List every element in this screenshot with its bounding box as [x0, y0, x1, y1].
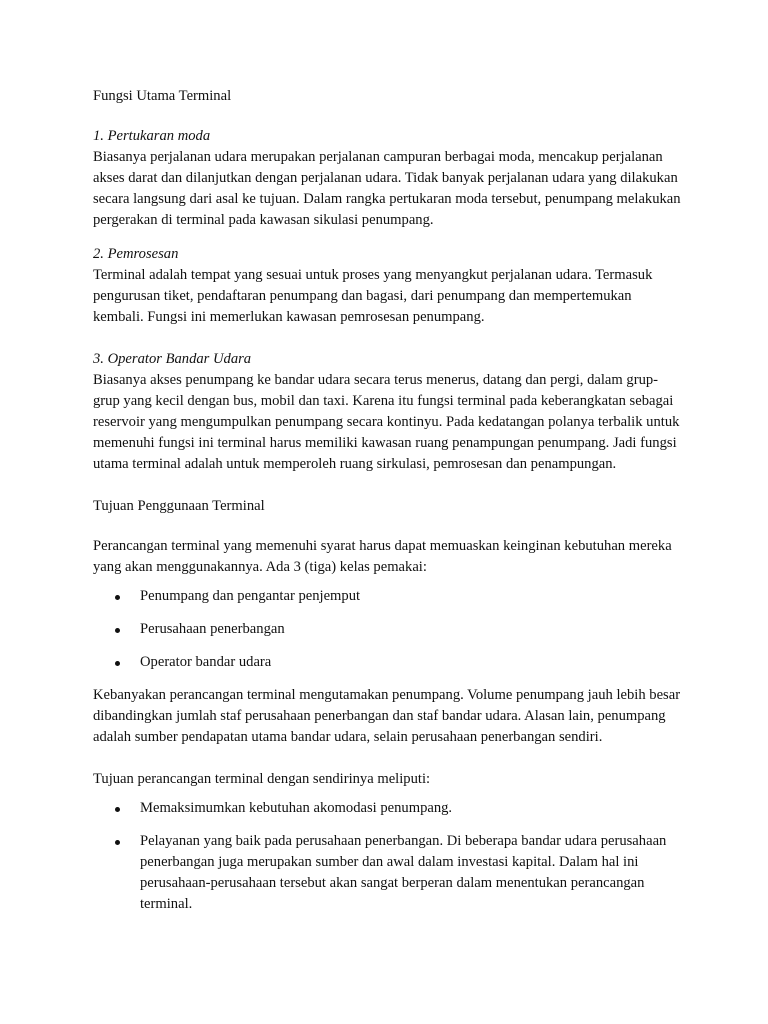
bullet-icon: [115, 595, 120, 600]
section-heading: 3. Operator Bandar Udara: [93, 351, 252, 367]
bullet-icon: [115, 661, 120, 666]
document-title: Fungsi Utama Terminal: [93, 88, 232, 104]
section-heading: 1. Pertukaran moda: [93, 128, 211, 144]
list-item: Operator bandar udara: [93, 652, 683, 673]
list-item: Perusahaan penerbangan: [93, 619, 683, 640]
section-pemrosesan: [93, 244, 683, 328]
section-operator-bandar-udara: [93, 349, 683, 475]
list-item: Pelayanan yang baik pada perusahaan penerbangan. Di beberapa bandar udara perusahaan penerbangan juga merupakan sumber dan awal dalam investasi kapital. Dalam hal ini perusahaan-perusahaan tersebut akan sangat berperan dalam menentukan perancangan terminal.: [93, 831, 683, 915]
section-pertukaran-moda: [93, 126, 683, 231]
section-text: Biasanya perjalanan udara merupakan perjalanan campuran berbagai moda, mencakup perjalanan akses darat dan dilanjutkan dengan perjalanan udara. Tidak banyak perjalanan udara yang dilakukan secara langsung dari asal ke tujuan. Dalam rangka pertukaran moda tersebut, penumpang melakukan pergerakan di terminal pada kawasan sikulasi penumpang.: [93, 149, 681, 228]
bullet-icon: [115, 807, 120, 812]
bullet-icon: [115, 628, 120, 633]
document-page: [93, 86, 683, 927]
user-class-list: [93, 586, 683, 673]
list-item: Penumpang dan pengantar penjemput: [93, 586, 683, 607]
goals-intro: Tujuan perancangan terminal dengan sendirinya meliputi:: [93, 771, 431, 787]
tujuan-title: Tujuan Penggunaan Terminal: [93, 498, 265, 514]
goals-list: [93, 798, 683, 915]
list-item: Memaksimumkan kebutuhan akomodasi penumpang.: [93, 798, 683, 819]
section-heading: 2. Pemrosesan: [93, 246, 179, 262]
bullet-icon: [115, 840, 120, 845]
kebanyakan-paragraph: Kebanyakan perancangan terminal mengutamakan penumpang. Volume penumpang jauh lebih besar dibandingkan jumlah staf perusahaan penerbangan dan staf bandar udara. Alasan lain, penumpang adalah sumber pendapatan utama bandar udara, selain perusahaan penerbangan sendiri.: [93, 687, 681, 745]
section-text: Terminal adalah tempat yang sesuai untuk proses yang menyangkut perjalanan udara. Termasuk pengurusan tiket, pendaftaran penumpang dan bagasi, dari penumpang dan mempertemukan kembali. Fungsi ini memerlukan kawasan pemrosesan penumpang.: [93, 267, 653, 325]
section-text: Biasanya akses penumpang ke bandar udara secara terus menerus, datang dan pergi, dalam grup-grup yang kecil dengan bus, mobil dan taxi. Karena itu fungsi terminal pada keberangkatan sebagai reservoir yang mengumpulkan penumpang secara kontinyu. Pada kedatangan polanya terbalik untuk memenuhi fungsi ini terminal harus memiliki kawasan ruang penampungan penumpang. Jadi fungsi utama terminal adalah untuk memperoleh ruang sirkulasi, pemrosesan dan penampungan.: [93, 372, 680, 472]
tujuan-intro: Perancangan terminal yang memenuhi syarat harus dapat memuaskan keinginan kebutuhan mereka yang akan menggunakannya. Ada 3 (tiga) kelas pemakai:: [93, 538, 672, 575]
